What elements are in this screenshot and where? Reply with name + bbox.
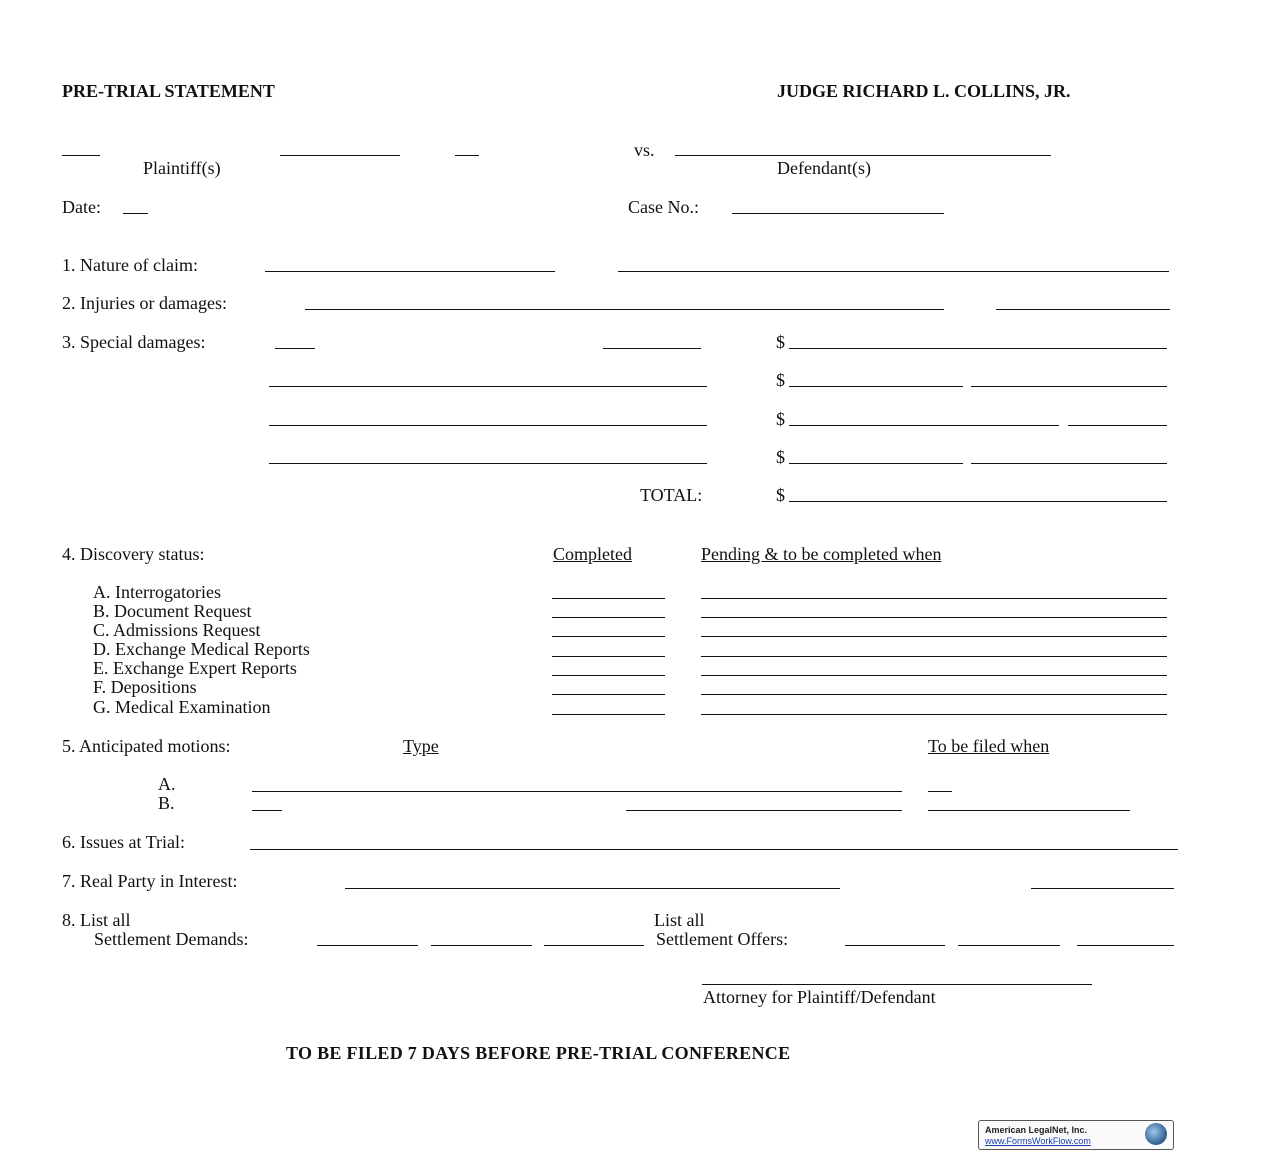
injuries-field[interactable] xyxy=(305,309,944,310)
real-party-label: 7. Real Party in Interest: xyxy=(62,871,238,891)
issues-at-trial-label: 6. Issues at Trial: xyxy=(62,832,186,852)
anticipated-motions-label: 5. Anticipated motions: xyxy=(62,736,231,756)
settlement-demands-label: Settlement Demands: xyxy=(94,929,249,949)
type-header: Type xyxy=(403,736,439,756)
vs-label: vs. xyxy=(634,140,655,160)
dollar-sign: $ xyxy=(776,485,785,505)
defendant-label: Defendant(s) xyxy=(777,158,871,178)
dollar-sign: $ xyxy=(776,447,785,467)
completed-field[interactable] xyxy=(552,694,665,695)
discovery-item-expert-reports: E. Exchange Expert Reports xyxy=(93,658,297,678)
discovery-item-interrogatories: A. Interrogatories xyxy=(93,582,221,602)
settlement-demand-field[interactable] xyxy=(431,945,532,946)
total-field[interactable] xyxy=(789,501,1167,502)
list-all-label: 8. List all xyxy=(62,910,131,930)
special-damages-field-2[interactable] xyxy=(603,348,701,349)
filing-notice: TO BE FILED 7 DAYS BEFORE PRE-TRIAL CONFERENCE xyxy=(286,1043,791,1063)
completed-field[interactable] xyxy=(552,714,665,715)
pending-field[interactable] xyxy=(701,694,1167,695)
motion-type-field-2[interactable] xyxy=(626,810,902,811)
defendant-line[interactable] xyxy=(675,155,1051,156)
motion-item-a: A. xyxy=(158,774,176,794)
injuries-field-2[interactable] xyxy=(996,309,1170,310)
completed-field[interactable] xyxy=(552,617,665,618)
date-field[interactable] xyxy=(123,213,148,214)
case-no-label: Case No.: xyxy=(628,197,699,217)
completed-field[interactable] xyxy=(552,598,665,599)
amount-field[interactable] xyxy=(789,425,1059,426)
amount-field-2[interactable] xyxy=(971,386,1167,387)
pending-field[interactable] xyxy=(701,656,1167,657)
judge-name: JUDGE RICHARD L. COLLINS, JR. xyxy=(777,81,1071,101)
settlement-offer-field[interactable] xyxy=(845,945,945,946)
amount-field[interactable] xyxy=(789,386,963,387)
special-damages-line[interactable] xyxy=(269,425,707,426)
motion-filed-field[interactable] xyxy=(928,791,952,792)
globe-icon xyxy=(1145,1123,1167,1145)
dollar-sign: $ xyxy=(776,409,785,429)
special-damages-field[interactable] xyxy=(275,348,315,349)
real-party-field[interactable] xyxy=(345,888,840,889)
plaintiff-label: Plaintiff(s) xyxy=(143,158,221,178)
settlement-offer-field[interactable] xyxy=(1077,945,1174,946)
dollar-sign: $ xyxy=(776,370,785,390)
discovery-item-document-request: B. Document Request xyxy=(93,601,252,621)
motion-item-b: B. xyxy=(158,793,175,813)
pending-field[interactable] xyxy=(701,617,1167,618)
pending-field[interactable] xyxy=(701,714,1167,715)
discovery-item-admissions-request: C. Admissions Request xyxy=(93,620,261,640)
special-damages-label: 3. Special damages: xyxy=(62,332,206,352)
completed-field[interactable] xyxy=(552,636,665,637)
completed-field[interactable] xyxy=(552,656,665,657)
dollar-sign: $ xyxy=(776,332,785,352)
discovery-item-medical-reports: D. Exchange Medical Reports xyxy=(93,639,310,659)
motion-type-field[interactable] xyxy=(252,810,282,811)
amount-field-2[interactable] xyxy=(971,463,1167,464)
american-legalnet-logo[interactable] xyxy=(978,1120,1174,1150)
case-no-field[interactable] xyxy=(732,213,944,214)
motion-filed-field[interactable] xyxy=(928,810,1130,811)
nature-of-claim-field[interactable] xyxy=(265,271,555,272)
plaintiff-line[interactable] xyxy=(62,155,100,156)
total-label: TOTAL: xyxy=(640,485,703,505)
injuries-label: 2. Injuries or damages: xyxy=(62,293,227,313)
issues-at-trial-field[interactable] xyxy=(250,849,1178,850)
signature-line[interactable] xyxy=(702,984,1092,985)
plaintiff-line-2[interactable] xyxy=(280,155,400,156)
real-party-field-2[interactable] xyxy=(1031,888,1174,889)
special-damages-line[interactable] xyxy=(269,463,707,464)
nature-of-claim-field-2[interactable] xyxy=(618,271,1169,272)
settlement-demand-field[interactable] xyxy=(544,945,644,946)
discovery-item-medical-examination: G. Medical Examination xyxy=(93,697,271,717)
form-title: PRE-TRIAL STATEMENT xyxy=(62,81,275,101)
completed-field[interactable] xyxy=(552,675,665,676)
discovery-status-label: 4. Discovery status: xyxy=(62,544,205,564)
motion-type-field[interactable] xyxy=(252,791,902,792)
date-label: Date: xyxy=(62,197,101,217)
pending-header: Pending & to be completed when xyxy=(701,544,942,564)
list-all-label: List all xyxy=(654,910,705,930)
settlement-offer-field[interactable] xyxy=(958,945,1060,946)
pending-field[interactable] xyxy=(701,675,1167,676)
logo-link[interactable]: www.FormsWorkFlow.com xyxy=(985,1136,1091,1146)
pending-field[interactable] xyxy=(701,636,1167,637)
filed-when-header: To be filed when xyxy=(928,736,1050,756)
settlement-offers-label: Settlement Offers: xyxy=(656,929,789,949)
discovery-item-depositions: F. Depositions xyxy=(93,677,197,697)
plaintiff-line-3[interactable] xyxy=(455,155,479,156)
amount-field[interactable] xyxy=(789,463,963,464)
amount-field-2[interactable] xyxy=(1068,425,1167,426)
logo-company-name: American LegalNet, Inc. xyxy=(985,1125,1088,1135)
amount-field[interactable] xyxy=(789,348,1167,349)
attorney-label: Attorney for Plaintiff/Defendant xyxy=(703,987,936,1007)
settlement-demand-field[interactable] xyxy=(317,945,418,946)
pending-field[interactable] xyxy=(701,598,1167,599)
special-damages-line[interactable] xyxy=(269,386,707,387)
completed-header: Completed xyxy=(553,544,632,564)
nature-of-claim-label: 1. Nature of claim: xyxy=(62,255,198,275)
